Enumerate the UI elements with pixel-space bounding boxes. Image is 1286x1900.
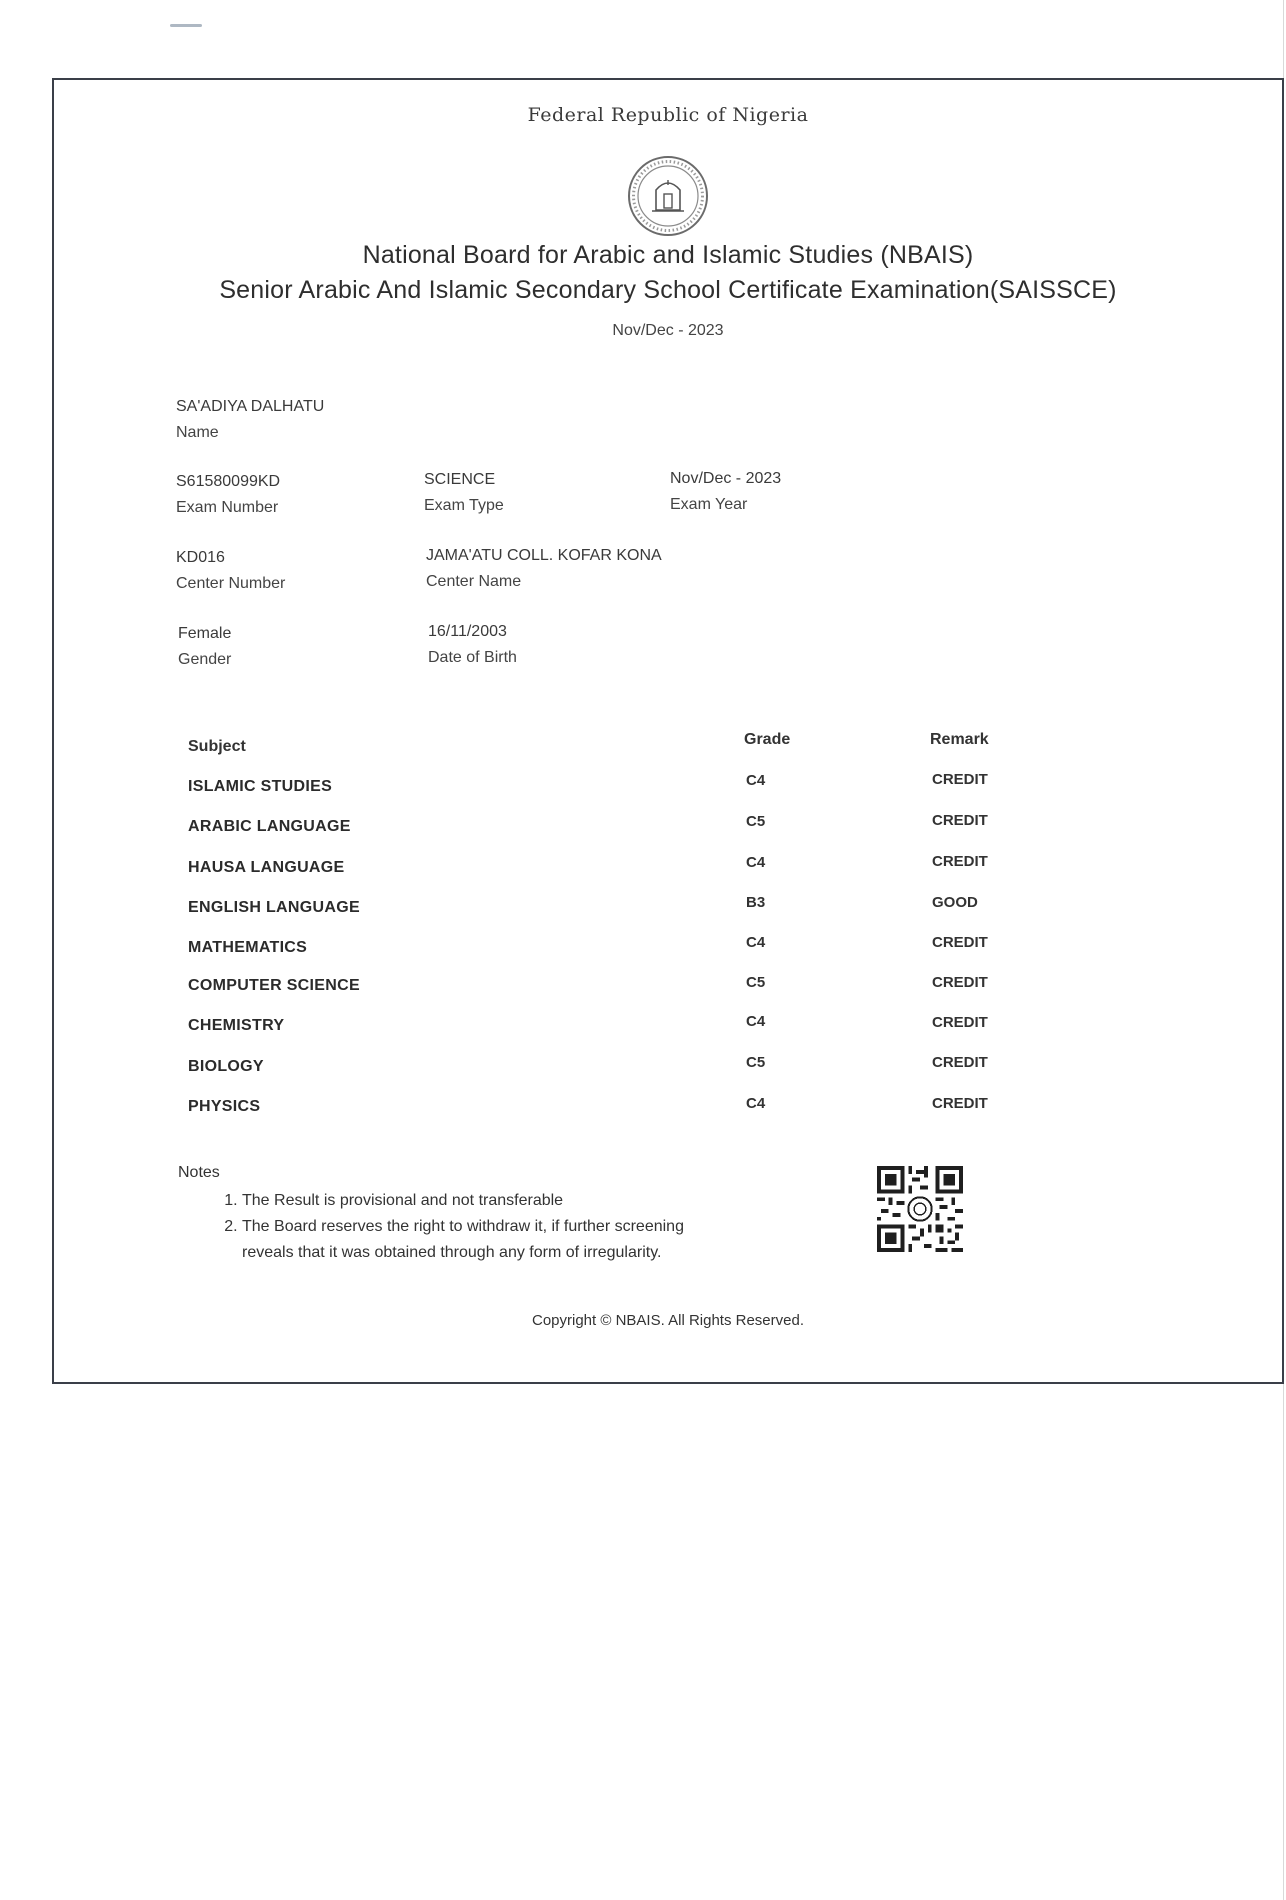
subject-grade: C5 (746, 813, 766, 830)
subject-remark: CREDIT (932, 771, 988, 788)
subject-grade: C4 (746, 772, 766, 789)
subject-remark: CREDIT (932, 974, 988, 991)
result-row (54, 812, 1282, 848)
nbais-seal-icon (54, 154, 1282, 243)
subject-name: CHEMISTRY (188, 1017, 285, 1034)
remark-column-header: Remark (930, 731, 989, 748)
result-row (54, 934, 1282, 969)
exam-session: Nov/Dec - 2023 (612, 322, 724, 339)
subject-name: HAUSA LANGUAGE (188, 859, 345, 876)
scan-smudge (170, 24, 202, 27)
country-heading: Federal Republic of Nigeria (527, 104, 809, 126)
subject-name: ISLAMIC STUDIES (188, 778, 333, 795)
subject-grade: C5 (746, 974, 766, 991)
candidate-name: SA'ADIYA DALHATU Name (176, 398, 325, 441)
center-name: JAMA'ATU COLL. KOFAR KONA Center Name (426, 547, 662, 590)
subject-grade: C4 (746, 854, 766, 871)
result-row (54, 974, 1282, 1007)
subject-remark: GOOD (932, 894, 978, 911)
subject-remark: CREDIT (932, 1054, 988, 1071)
subject-grade: C5 (746, 1054, 766, 1071)
subject-remark: CREDIT (932, 1095, 988, 1112)
result-row (54, 771, 1282, 808)
result-row (54, 853, 1282, 889)
subject-name: BIOLOGY (188, 1058, 264, 1075)
subject-grade: B3 (746, 894, 766, 911)
gender: Female Gender (178, 625, 232, 668)
copyright-notice: Copyright © NBAIS. All Rights Reserved. (532, 1312, 804, 1329)
exam-title: Senior Arabic And Islamic Secondary School Certificate Examination(SAISSCE) (219, 276, 1117, 304)
subject-grade: C4 (746, 1013, 766, 1030)
result-slip (52, 78, 1284, 1384)
result-row (54, 1054, 1282, 1088)
subject-grade: C4 (746, 934, 766, 951)
subject-remark: CREDIT (932, 853, 988, 870)
subject-name: PHYSICS (188, 1098, 261, 1115)
subject-column-header: Subject (188, 738, 246, 755)
exam-number: S61580099KD Exam Number (176, 473, 281, 516)
notes-list (220, 1188, 722, 1266)
exam-year: Nov/Dec - 2023 Exam Year (670, 470, 782, 513)
result-row (54, 1095, 1282, 1128)
date-of-birth: 16/11/2003 Date of Birth (428, 623, 517, 666)
subject-name: ENGLISH LANGUAGE (188, 899, 360, 916)
subject-grade: C4 (746, 1095, 766, 1112)
note-item: 1. The Result is provisional and not transferable (242, 1188, 722, 1214)
center-number: KD016 Center Number (176, 549, 286, 592)
qr-code-icon (876, 1166, 964, 1257)
note-item: 2. The Board reserves the right to withdraw it, if further screening reveals that it was obtained through any form of irregularity. (242, 1214, 722, 1266)
result-row (54, 894, 1282, 929)
exam-type: SCIENCE Exam Type (424, 471, 504, 514)
subject-name: ARABIC LANGUAGE (188, 818, 351, 835)
subject-remark: CREDIT (932, 934, 988, 951)
result-row (54, 1013, 1282, 1047)
board-title: National Board for Arabic and Islamic Studies (NBAIS) (362, 241, 974, 269)
subject-remark: CREDIT (932, 1014, 988, 1031)
grade-column-header: Grade (744, 731, 791, 748)
subject-remark: CREDIT (932, 812, 988, 829)
notes-title: Notes (178, 1164, 220, 1181)
subject-name: COMPUTER SCIENCE (188, 977, 360, 994)
subject-name: MATHEMATICS (188, 939, 308, 956)
